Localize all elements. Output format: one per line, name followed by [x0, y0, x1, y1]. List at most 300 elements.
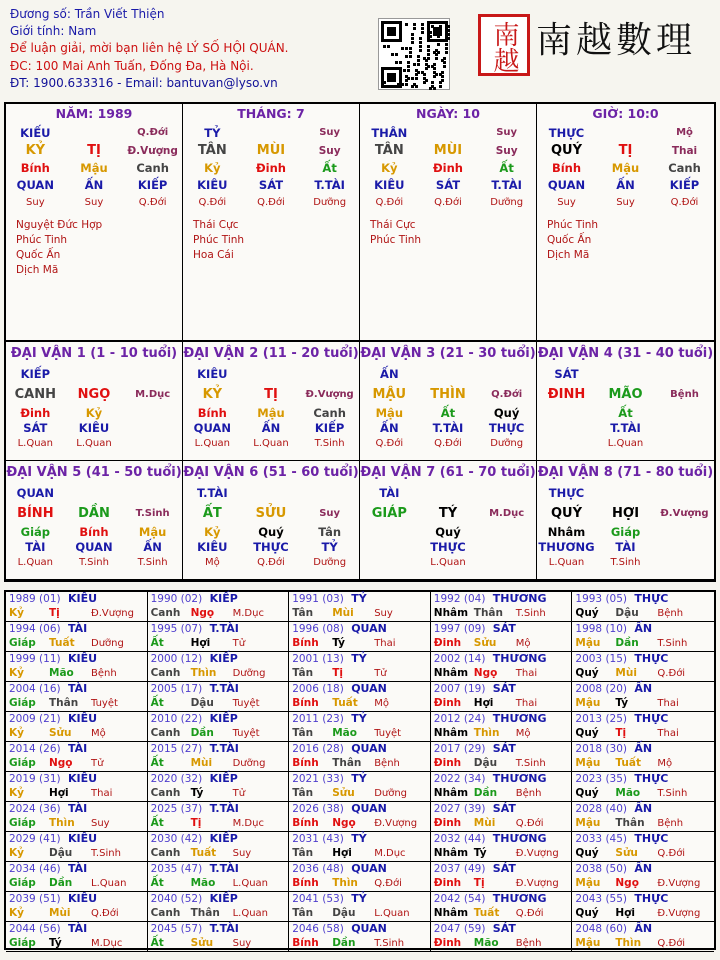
star-item: Phúc Tinh	[16, 234, 68, 246]
pillar-r2-item: MÙI	[256, 143, 286, 158]
pillar-cell	[6, 104, 183, 344]
dai-van-branch: DẦN	[78, 506, 110, 521]
dai-van-hidden	[124, 436, 182, 451]
year-branch: Tị	[332, 667, 343, 679]
dai-van-phase: M.Dục	[489, 508, 525, 519]
name-label: Đương số:	[10, 7, 71, 21]
year-phase: Q.Đới	[515, 908, 544, 919]
dai-van-hidden: Đinh	[20, 406, 51, 420]
year-stem: Kỷ	[9, 607, 24, 619]
year-cell	[6, 832, 148, 862]
year-stem: Mậu	[575, 697, 601, 709]
blank	[124, 364, 182, 384]
year-branch: Dần	[473, 787, 498, 799]
year-cell	[572, 712, 714, 742]
year-stem: Quý	[575, 907, 599, 919]
year-stem: Giáp	[9, 757, 36, 769]
year-phase: Bệnh	[91, 668, 117, 679]
pillar-row-r5	[360, 194, 536, 212]
year-stem: Canh	[150, 667, 181, 679]
year-top	[431, 892, 572, 906]
year-branch: Tị	[615, 727, 627, 739]
year-branch: Tị	[473, 877, 485, 889]
blank	[124, 483, 182, 503]
year-bottom	[431, 726, 572, 741]
year-stem: Canh	[150, 907, 181, 919]
year-phase: Tuyệt	[232, 728, 260, 739]
year-god: KIÊU	[68, 592, 98, 605]
dai-van-hidden-row	[183, 525, 359, 540]
year-top	[6, 682, 147, 696]
year-stem: Ất	[150, 757, 164, 769]
year-cell	[431, 622, 573, 652]
pillar-row-r3	[6, 160, 182, 176]
pillar-r3-item: Ất	[499, 161, 514, 175]
year-top	[148, 862, 289, 876]
year-cell	[572, 592, 714, 622]
year-bottom	[289, 636, 430, 651]
year-label: 2008 (20)	[575, 683, 628, 695]
year-bottom	[289, 726, 430, 741]
year-branch: Sửu	[615, 847, 638, 859]
year-cell	[6, 802, 148, 832]
year-god: KIẾP	[209, 832, 238, 845]
year-label: 1993 (05)	[575, 593, 628, 605]
dai-van-hidden	[124, 421, 182, 436]
dai-van-god: TÀI	[379, 486, 400, 500]
year-god: THỰC	[634, 832, 669, 845]
pillar-r4-item: QUAN	[16, 178, 54, 192]
dai-van-hidden: Bính	[79, 525, 109, 539]
year-cell	[289, 802, 431, 832]
year-stem: Ất	[150, 697, 164, 709]
year-cell	[572, 622, 714, 652]
year-stem: Giáp	[9, 877, 36, 889]
year-stem: Canh	[150, 787, 181, 799]
year-stem: Nhâm	[433, 607, 469, 619]
pillar-r4-item: KIẾP	[137, 178, 168, 192]
year-branch: Hợi	[473, 697, 494, 709]
year-cell	[6, 862, 148, 892]
year-cell	[431, 652, 573, 682]
dai-van-hidden: Kỷ	[204, 525, 221, 539]
pillar-r1-item: TỶ	[204, 126, 221, 140]
year-stem: Quý	[575, 727, 599, 739]
year-branch: Sửu	[473, 637, 497, 649]
dai-van-stem: QUÝ	[550, 506, 583, 521]
year-cell	[148, 832, 290, 862]
dai-van-hidden: TÀI	[25, 540, 46, 554]
year-phase: Tử	[232, 788, 246, 799]
year-god: TỶ	[351, 592, 367, 605]
year-top	[572, 742, 714, 756]
year-bottom	[431, 816, 572, 831]
year-top	[572, 892, 714, 906]
year-phase: T.Sinh	[515, 758, 546, 769]
pillar-row-r2	[183, 142, 359, 160]
year-top	[572, 622, 714, 636]
blank	[65, 364, 123, 384]
year-top	[431, 922, 572, 936]
pillar-row-r1	[183, 124, 359, 142]
dai-van-hidden: L.Quan	[253, 438, 289, 449]
pillar-r2-item: TỊ	[618, 143, 633, 158]
year-bottom	[289, 876, 430, 891]
header-info	[10, 6, 370, 92]
year-bottom	[431, 786, 572, 801]
year-phase: M.Dục	[374, 848, 406, 859]
pillar-r4-item: SÁT	[258, 178, 284, 192]
year-god: TỶ	[351, 652, 367, 665]
year-bottom	[6, 906, 147, 921]
year-cell	[431, 712, 573, 742]
year-top	[6, 862, 147, 876]
year-branch: Tý	[473, 847, 487, 859]
pillar-r5-item: Q.Đới	[375, 197, 404, 208]
year-phase: Suy	[232, 938, 252, 949]
dai-van-hidden: SÁT	[23, 421, 48, 435]
year-god: KIÊU	[68, 832, 98, 845]
dai-van-hidden	[360, 540, 418, 555]
dai-van-god-row	[6, 364, 182, 384]
pillar-r5-item: Q.Đới	[434, 197, 462, 208]
year-branch: Tý	[190, 787, 204, 799]
year-branch: Tý	[615, 697, 629, 709]
year-god: QUAN	[351, 862, 387, 875]
year-phase: M.Dục	[232, 818, 264, 829]
year-branch: Tuất	[49, 637, 75, 649]
year-cell	[289, 682, 431, 712]
dai-van-hidden: Bính	[197, 406, 227, 420]
year-top	[572, 592, 714, 606]
year-top	[572, 772, 714, 786]
year-top	[572, 832, 714, 846]
pillar-title: THÁNG: 7	[237, 106, 305, 121]
year-branch: Ngọ	[190, 607, 215, 619]
pillar-r3-item: Bính	[551, 161, 582, 175]
year-label: 2037 (49)	[433, 863, 486, 875]
pillar-r2-item: TÂN	[374, 143, 404, 158]
year-top	[431, 742, 572, 756]
year-stem: Giáp	[9, 697, 36, 709]
year-label: 1990 (02)	[150, 593, 203, 605]
year-top	[148, 922, 289, 936]
pillar-row-r5	[183, 194, 359, 212]
pillar-r5-item: Q.Đới	[670, 197, 699, 208]
blank	[301, 364, 359, 384]
pillar-r5-item: Dưỡng	[313, 197, 347, 208]
dai-van-hidden: TỶ	[321, 540, 338, 554]
dai-van-phase: Q.Đới	[491, 389, 523, 400]
year-branch: Dần	[190, 727, 214, 739]
dai-van-hidden: KIÊU	[197, 540, 228, 554]
year-stem: Kỷ	[9, 847, 24, 859]
year-cell	[572, 892, 714, 922]
pillar-r1-item: Suy	[319, 127, 341, 138]
year-label: 2036 (48)	[292, 863, 344, 875]
dai-van-stem-row	[6, 384, 182, 406]
pillar-row-r2	[360, 142, 536, 160]
dai-van-hidden: Ất	[618, 406, 633, 420]
dai-van-hidden: KIÊU	[78, 421, 110, 435]
dai-van-stem: BÍNH	[17, 506, 54, 521]
dai-van-hidden	[360, 555, 418, 570]
year-god: KIẾP	[209, 712, 238, 725]
year-branch: Hợi	[615, 907, 635, 919]
star-item: Dịch Mã	[547, 249, 590, 261]
year-phase: Suy	[91, 818, 110, 829]
dai-van-title: ĐẠI VẬN 6 (51 - 60 tuổi)	[183, 465, 359, 480]
dai-van-title: ĐẠI VẬN 1 (1 - 10 tuổi)	[10, 346, 178, 361]
year-branch: Mão	[473, 937, 499, 949]
year-top	[148, 832, 289, 846]
pillar-r1-item: THỰC	[548, 126, 585, 140]
year-branch: Mùi	[473, 817, 496, 829]
star-item: Dịch Mã	[16, 264, 59, 276]
year-stem: Mậu	[575, 637, 601, 649]
dai-van-hidden	[655, 406, 713, 421]
year-branch: Tuất	[615, 757, 641, 769]
year-bottom	[148, 786, 289, 801]
pillar-r2-item: TỊ	[87, 143, 101, 158]
dai-van-hidden	[478, 525, 536, 540]
pillar-r1-item	[242, 124, 300, 142]
year-god: THƯƠNG	[492, 712, 547, 725]
pillar-r4-item: SÁT	[435, 178, 461, 192]
year-top	[289, 652, 430, 666]
year-label: 2024 (36)	[9, 803, 61, 815]
year-stem: Bính	[292, 877, 319, 889]
year-label: 2044 (56)	[9, 923, 61, 935]
year-branch: Thìn	[473, 727, 500, 739]
year-top	[289, 862, 430, 876]
year-label: 2007 (19)	[433, 683, 486, 695]
year-phase: Thai	[515, 668, 538, 679]
dai-van-hidden: Mậu	[257, 406, 285, 420]
year-god: TÀI	[68, 922, 88, 935]
pillar-stars	[183, 218, 359, 263]
dai-van-hidden-row	[537, 436, 714, 451]
dai-van-hidden: KIẾP	[314, 421, 345, 435]
dai-van-hidden	[537, 406, 595, 421]
year-stem: Bính	[292, 817, 319, 829]
year-top	[431, 772, 572, 786]
pillar-r5-item: Q.Đới	[138, 197, 167, 208]
dai-van-god: SÁT	[554, 367, 579, 381]
year-top	[572, 862, 714, 876]
dai-van-title: ĐẠI VẬN 8 (71 - 80 tuổi)	[537, 465, 714, 480]
year-cell	[148, 922, 290, 952]
pillar-r3-item: Bính	[20, 161, 50, 175]
year-cell	[148, 802, 290, 832]
dai-van-hidden: THƯƠNG	[538, 540, 595, 554]
year-stem: Giáp	[9, 937, 36, 949]
year-branch: Tị	[190, 817, 202, 829]
year-cell	[289, 622, 431, 652]
year-cell	[6, 892, 148, 922]
year-god: KIÊU	[68, 892, 98, 905]
pillar-r2-item: Đ.Vượng	[127, 145, 178, 157]
pillar-stars	[360, 218, 536, 248]
dai-van-god-row	[537, 364, 714, 384]
year-top	[431, 802, 572, 816]
dai-van-hidden	[478, 555, 536, 570]
year-stem: Ất	[150, 937, 164, 949]
year-bottom	[148, 696, 289, 711]
pillar-grid	[4, 102, 716, 342]
year-phase: Thai	[91, 788, 113, 799]
star-item: Phúc Tinh	[547, 219, 599, 231]
year-phase: Q.Đới	[91, 908, 119, 919]
year-god: TÀI	[68, 802, 88, 815]
blank	[596, 483, 654, 503]
year-stem: Bính	[292, 697, 319, 709]
year-phase: Q.Đới	[657, 668, 686, 679]
year-stem: Đinh	[433, 817, 462, 829]
year-bottom	[148, 906, 289, 921]
year-top	[148, 622, 289, 636]
year-phase: Tuyệt	[374, 728, 402, 739]
pillar-row-r3	[183, 160, 359, 176]
year-bottom	[6, 846, 147, 861]
pillar-r3-item: Canh	[668, 161, 701, 175]
year-bottom	[572, 666, 714, 681]
blank	[419, 483, 477, 503]
year-bottom	[148, 846, 289, 861]
dai-van-stem-row	[183, 384, 359, 406]
year-phase: Bệnh	[657, 818, 684, 829]
year-branch: Tý	[49, 937, 62, 949]
pillar-r2-item: Suy	[318, 145, 341, 157]
year-god: KIÊU	[68, 772, 98, 785]
blank	[65, 483, 123, 503]
year-cell	[289, 742, 431, 772]
year-label: 2015 (27)	[150, 743, 203, 755]
dai-van-stem: KỶ	[202, 387, 223, 402]
year-top	[572, 652, 714, 666]
year-top	[289, 772, 430, 786]
dai-van-hidden	[655, 540, 713, 555]
blank	[655, 483, 713, 503]
year-cell	[289, 712, 431, 742]
dai-van-hidden-row	[360, 421, 536, 436]
year-cell	[6, 652, 148, 682]
dai-van-cell	[6, 461, 183, 580]
dai-van-hidden-row	[183, 436, 359, 451]
year-stem: Mậu	[575, 877, 601, 889]
year-stem: Mậu	[575, 817, 601, 829]
year-god: T.TÀI	[209, 622, 239, 635]
year-bottom	[572, 786, 714, 801]
year-top	[6, 832, 147, 846]
star-item: Hoa Cái	[193, 249, 234, 261]
year-stem: Nhâm	[433, 667, 469, 679]
year-cell	[6, 742, 148, 772]
year-phase: Suy	[232, 848, 252, 859]
year-cell	[6, 592, 148, 622]
year-branch: Tuất	[190, 847, 217, 859]
year-phase: Q.Đới	[515, 818, 544, 829]
pillar-row-r5	[6, 194, 182, 212]
dai-van-hidden: Mộ	[204, 557, 220, 568]
year-god: TÀI	[68, 742, 88, 755]
year-cell	[289, 862, 431, 892]
dai-van-title: ĐẠI VẬN 4 (31 - 40 tuổi)	[537, 346, 714, 361]
year-bottom	[148, 666, 289, 681]
year-label: 2014 (26)	[9, 743, 61, 755]
year-phase: Tuyệt	[91, 698, 118, 709]
dai-van-hidden: Ất	[440, 406, 456, 420]
year-god: QUAN	[351, 742, 387, 755]
year-label: 2048 (60)	[575, 923, 628, 935]
dai-van-hidden-row	[6, 421, 182, 436]
dai-van-phase: T.Sinh	[135, 508, 170, 519]
pillar-r5-item: Suy	[616, 197, 635, 208]
year-stem: Canh	[150, 607, 181, 619]
dai-van-hidden-row	[537, 406, 714, 421]
year-god: T.TÀI	[209, 862, 239, 875]
year-phase: T.Sinh	[374, 938, 405, 949]
year-cell	[148, 772, 290, 802]
pillar-r4-item: T.TÀI	[491, 178, 522, 192]
year-god: SÁT	[492, 922, 516, 935]
pillar-r4-item: ẤN	[616, 178, 635, 192]
year-cell	[289, 772, 431, 802]
year-bottom	[289, 816, 430, 831]
year-top	[148, 652, 289, 666]
dai-van-hidden: T.Sinh	[79, 557, 109, 568]
year-god: T.TÀI	[209, 682, 239, 695]
dai-van-hidden: L.Quan	[430, 557, 466, 568]
dai-van-god-row	[183, 364, 359, 384]
pillar-r4-item: T.TÀI	[314, 178, 345, 192]
year-branch: Sửu	[49, 727, 72, 739]
dai-van-phase: Bệnh	[670, 389, 699, 400]
year-phase: Thai	[657, 728, 679, 739]
year-label: 1991 (03)	[292, 593, 344, 605]
dai-van-stem-row	[537, 503, 714, 525]
dai-van-hidden: Q.Đới	[434, 438, 462, 449]
pillar-r2-item: MÙI	[433, 143, 463, 158]
year-cell	[572, 922, 714, 952]
year-bottom	[6, 606, 147, 621]
pillar-r5-item: Suy	[557, 197, 576, 208]
year-label: 2019 (31)	[9, 773, 61, 785]
year-label: 2010 (22)	[150, 713, 203, 725]
year-god: THỰC	[634, 592, 669, 605]
dai-van-hidden-row	[6, 555, 182, 570]
dai-van-cell	[537, 461, 714, 580]
year-top	[289, 892, 430, 906]
dai-van-god: QUAN	[16, 486, 54, 500]
year-bottom	[289, 936, 430, 951]
year-label: 2003 (15)	[575, 653, 628, 665]
year-top	[572, 922, 714, 936]
year-top	[6, 622, 147, 636]
year-god: ẤN	[634, 622, 653, 635]
year-branch: Thìn	[49, 817, 75, 829]
year-branch: Dậu	[473, 757, 498, 769]
year-god: SÁT	[492, 862, 516, 875]
year-god: SÁT	[492, 622, 516, 635]
year-cell	[572, 652, 714, 682]
year-cell	[6, 922, 148, 952]
year-bottom	[6, 816, 147, 831]
year-cell	[289, 922, 431, 952]
dai-van-hidden: ẤN	[261, 421, 281, 435]
dai-van-hidden: Dưỡng	[490, 438, 524, 449]
year-branch: Dậu	[49, 847, 73, 859]
